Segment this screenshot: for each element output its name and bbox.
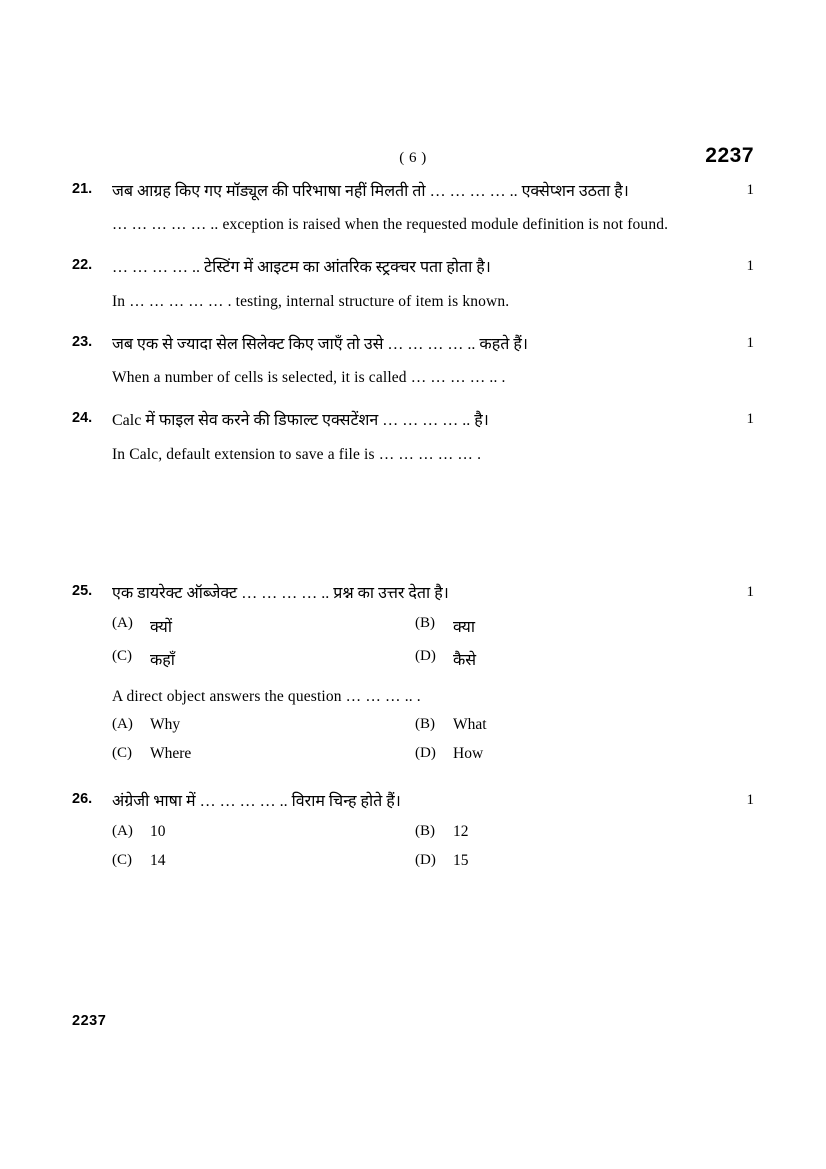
question-25 [72,582,754,774]
question-26 [72,790,754,881]
options-english [112,716,718,763]
question-text-hindi: Calc में फाइल सेव करने की डिफाल्ट एक्सटेंशन … … … … .. है। [112,412,489,430]
question-number: 24. [72,410,93,427]
option-row [112,716,718,734]
option-key: (A) [112,823,133,840]
option-label: Where [150,745,192,763]
question-marks: 1 [746,411,754,428]
option-row [112,648,718,670]
question-text-english: When a number of cells is selected, it is called … … … … .. . [112,369,506,387]
option-a[interactable] [112,716,415,734]
option-label: Why [150,716,181,734]
option-c[interactable] [112,648,415,670]
option-key: (B) [415,823,435,840]
option-b[interactable] [415,823,718,841]
option-label: What [453,716,487,734]
question-text-hindi: अंग्रेजी भाषा में … … … … .. विराम चिन्ह होते हैं। [112,793,401,811]
option-label: 15 [453,852,469,870]
question-text-hindi: एक डायरेक्ट ऑब्जेक्ट … … … … .. प्रश्न का उत्तर देता है। [112,584,449,602]
option-key: (B) [415,716,435,733]
options-hindi [112,823,718,870]
option-row [112,823,718,841]
option-a[interactable] [112,615,415,637]
option-label: क्या [453,618,475,636]
question-marks: 1 [746,583,754,600]
option-b[interactable] [415,716,718,734]
option-key: (D) [415,745,436,762]
option-row [112,745,718,763]
option-d[interactable] [415,852,718,870]
question-number: 26. [72,791,93,808]
question-number: 22. [72,257,93,274]
option-label: 10 [150,823,166,841]
question-text-english: In … … … … … . testing, internal structure of item is known. [112,292,510,310]
page-header [72,144,754,180]
question-text-english: … … … … … .. exception is raised when the requested module definition is not found. [112,216,669,234]
option-label: 14 [150,852,166,870]
option-b[interactable] [415,615,718,637]
option-key: (A) [112,614,133,631]
option-label: क्यों [150,618,172,636]
option-key: (D) [415,647,436,664]
option-key: (D) [415,852,436,869]
question-text-english: In Calc, default extension to save a file is … … … … … . [112,445,482,463]
paper-code-header: 2237 [705,144,754,167]
question-23 [72,333,754,393]
option-row [112,615,718,637]
question-number: 21. [72,181,93,197]
question-text-hindi: जब एक से ज्यादा सेल सिलेक्ट किए जाएँ तो उसे … … … … .. कहते हैं। [112,335,528,353]
option-key: (C) [112,852,132,869]
option-label: 12 [453,823,469,841]
option-a[interactable] [112,823,415,841]
question-24 [72,409,754,469]
option-c[interactable] [112,745,415,763]
question-text-english: A direct object answers the question … … … .. . [112,687,421,705]
option-row [112,852,718,870]
option-key: (C) [112,647,132,664]
paper-code-footer: 2237 [72,1013,107,1029]
option-key: (C) [112,745,132,762]
question-marks: 1 [746,334,754,351]
question-marks: 1 [746,258,754,275]
page-number: ( 6 ) [399,150,427,166]
question-22 [72,256,754,316]
question-21 [72,180,754,240]
question-text-hindi: जब आग्रह किए गए मॉड्यूल की परिभाषा नहीं मिलती तो … … … … .. एक्सेप्शन उठता है। [112,183,629,200]
option-key: (B) [415,614,435,631]
section-spacer [72,486,754,582]
options-hindi [112,615,718,670]
option-c[interactable] [112,852,415,870]
question-text-hindi: … … … … .. टेस्टिंग में आइटम का आंतरिक स्ट्रक्चर पता होता है। [112,259,491,277]
option-key: (A) [112,716,133,733]
question-marks: 1 [746,182,754,198]
option-label: कैसे [453,651,477,669]
option-d[interactable] [415,745,718,763]
question-number: 25. [72,582,93,599]
question-number: 23. [72,333,93,350]
option-d[interactable] [415,648,718,670]
question-marks: 1 [746,792,754,809]
option-label: कहाँ [150,651,175,669]
option-label: How [453,745,484,763]
